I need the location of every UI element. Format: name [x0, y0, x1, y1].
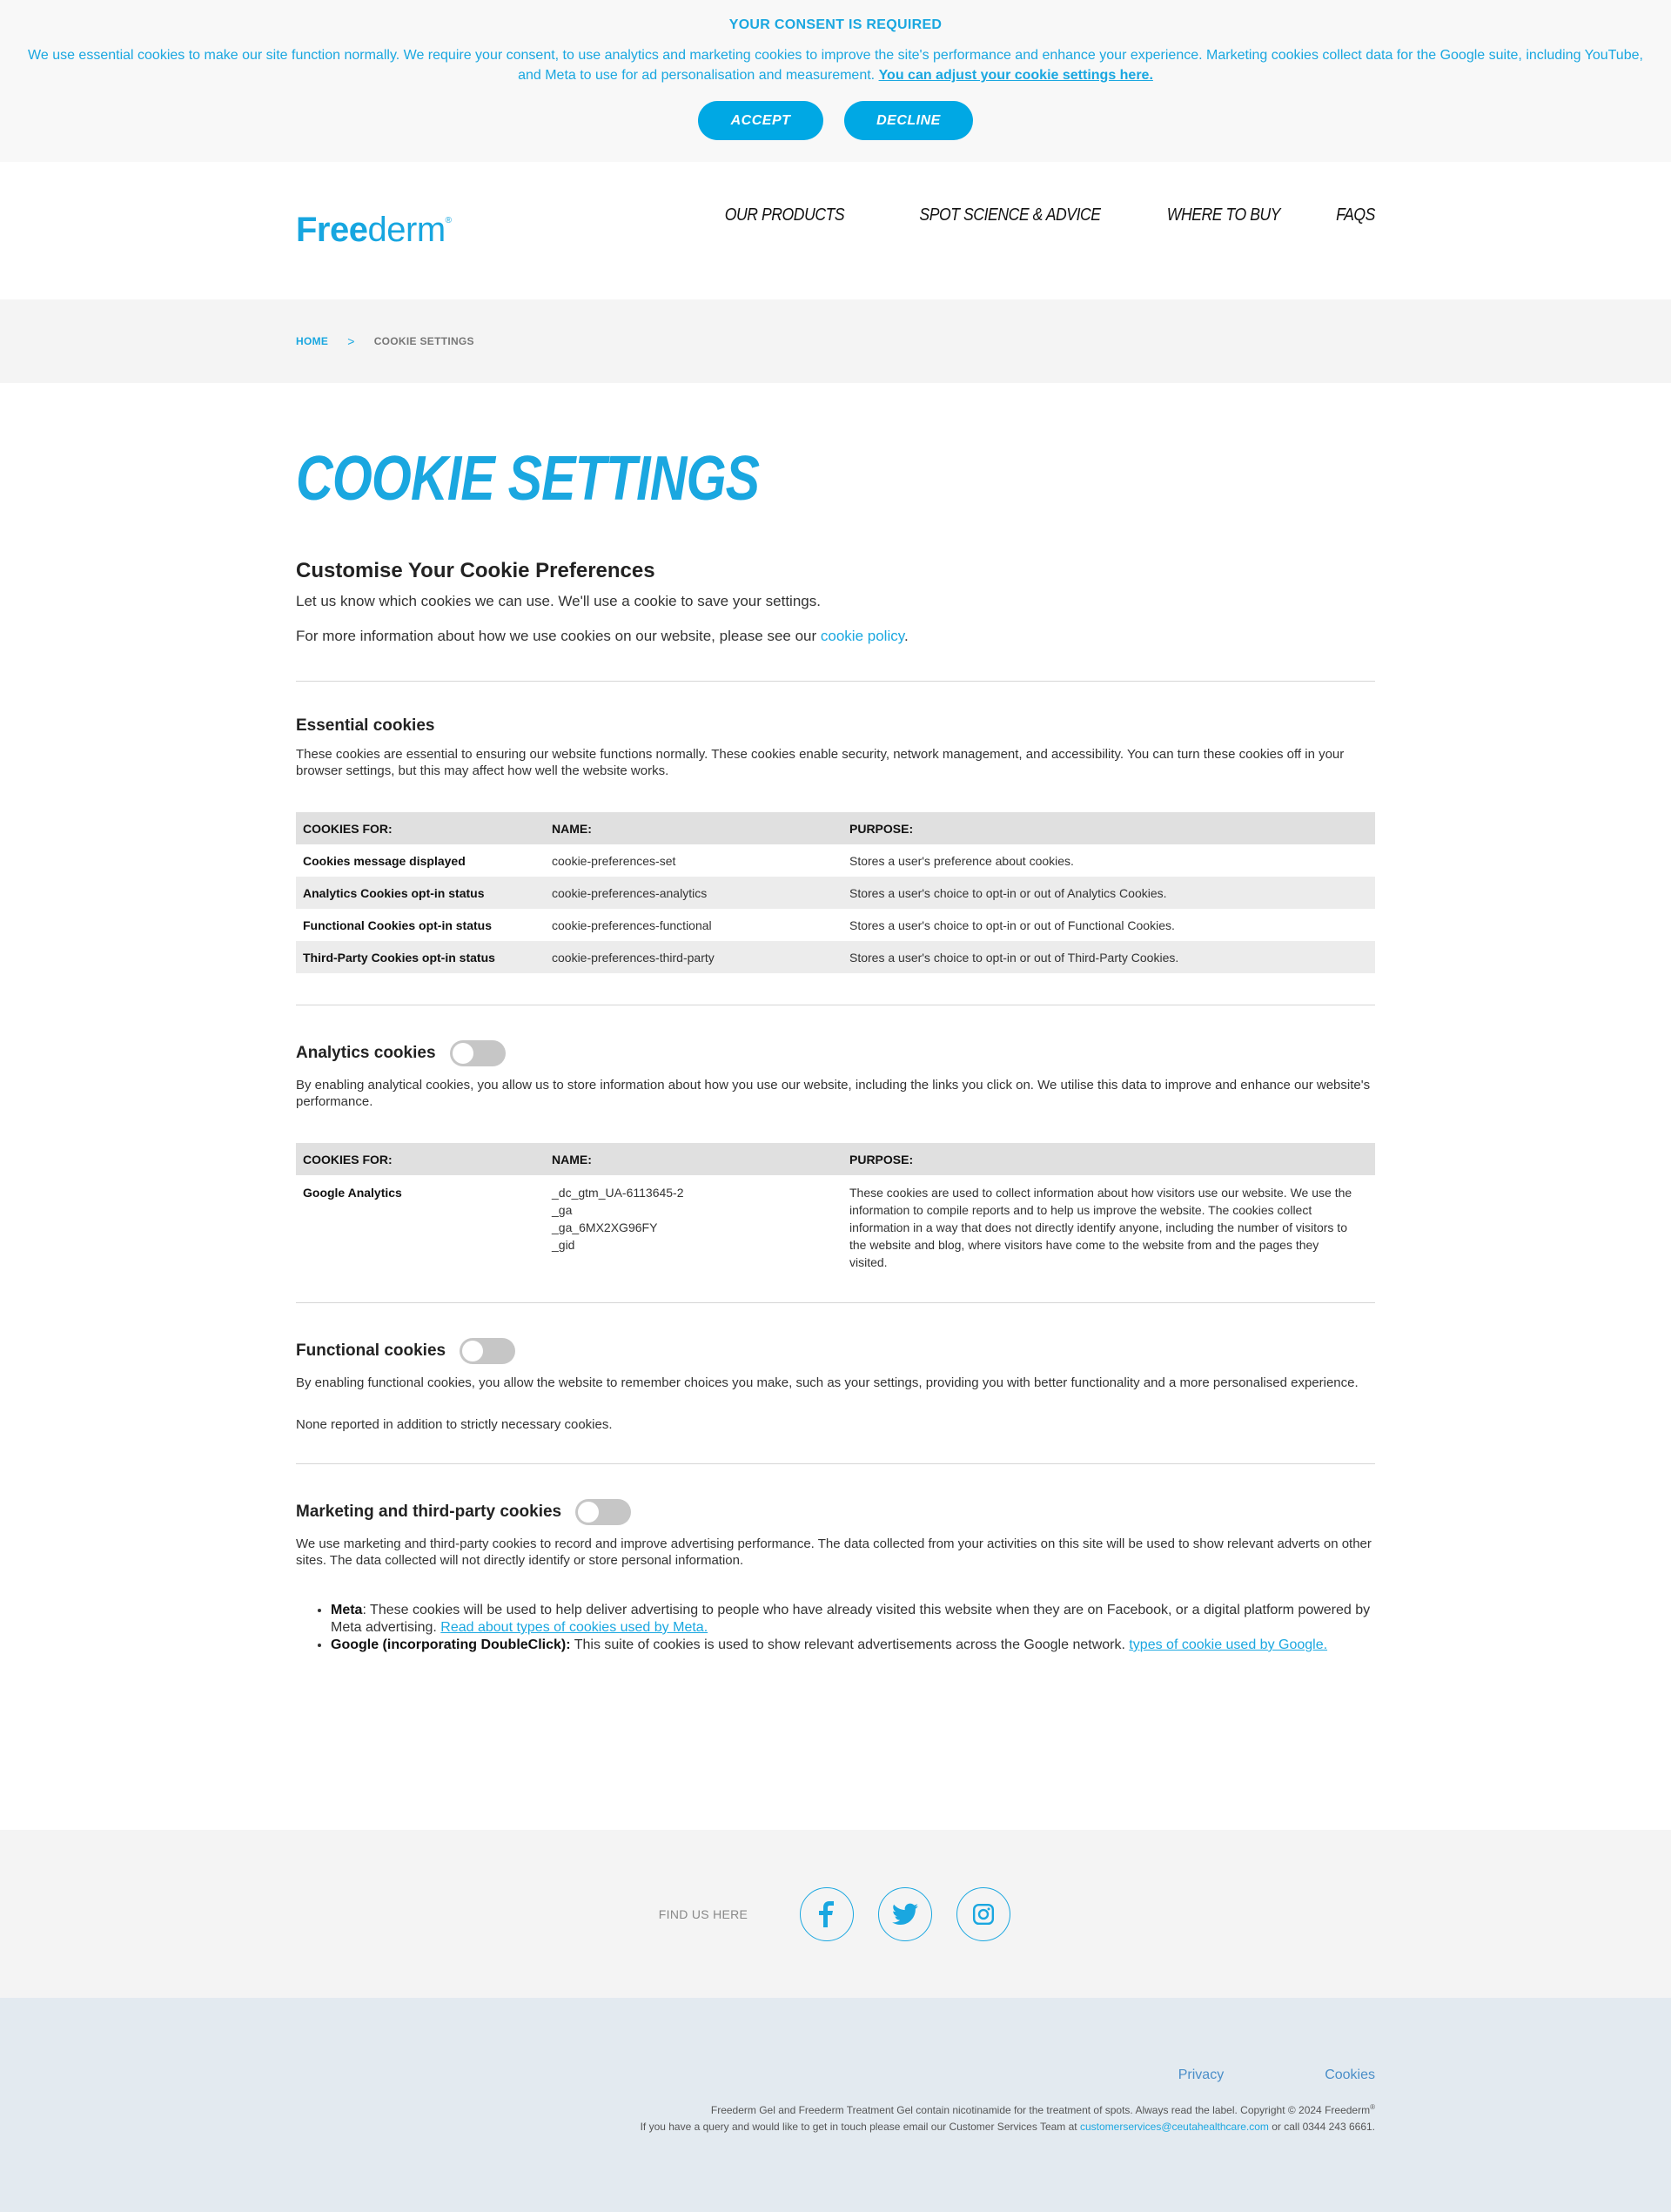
col-header-name: NAME: — [545, 1143, 842, 1175]
table-row — [296, 844, 1375, 877]
essential-section — [296, 682, 1375, 1005]
cookie-name: _ga — [552, 1203, 573, 1217]
cookie-name: _gid — [552, 1238, 575, 1252]
footer-line-1 — [296, 2099, 1375, 2119]
footer-email-link[interactable]: customerservices@ceutahealthcare.com — [1079, 2121, 1269, 2133]
functional-note: None reported in addition to strictly necessary cookies. — [296, 1417, 613, 1432]
col-header-for: COOKIES FOR: — [296, 1143, 545, 1175]
list-item — [331, 1602, 1375, 1637]
more-info-suffix: . — [903, 628, 909, 644]
analytics-heading-text: Analytics cookies — [296, 1044, 436, 1062]
cell-name: cookie-preferences-functional — [552, 918, 712, 932]
cell-name: cookie-preferences-third-party — [545, 941, 842, 973]
footer-contact-suffix: or call 0344 243 6661. — [1268, 2121, 1375, 2133]
col-header-purpose: PURPOSE: — [842, 1143, 1375, 1175]
social-band — [0, 1830, 1671, 1998]
purpose-text: These cookies are used to collect information about how visitors use our website. We use the information to compile reports and to help us improve the website. The cookies collect information in a way that does not directly identify anyone, including the number of visitors to the website and blog, where visitors have come to the website from and the pages they visited. — [849, 1186, 1352, 1269]
analytics-section — [296, 1005, 1375, 1302]
essential-heading — [296, 716, 1375, 736]
cell-names — [545, 1175, 842, 1271]
freederm-logo[interactable] — [296, 211, 452, 250]
functional-section — [296, 1303, 1375, 1463]
cell-for: Cookies message displayed — [303, 853, 466, 868]
footer-link-cookies[interactable]: Cookies — [1325, 2067, 1375, 2082]
cell-purpose: Stores a user's choice to opt-in or out of Third-Party Cookies. — [842, 941, 1375, 973]
functional-toggle[interactable] — [460, 1338, 515, 1364]
nav-our-products[interactable]: OUR PRODUCTS — [724, 205, 845, 225]
list-item — [331, 1637, 1375, 1654]
consent-text — [17, 45, 1654, 85]
cell-purpose: Stores a user's preference about cookies. — [849, 853, 1074, 868]
essential-table — [296, 812, 1375, 973]
marketing-list — [296, 1602, 1375, 1654]
cell-for: Third-Party Cookies opt-in status — [296, 941, 545, 973]
col-header-name: NAME: — [545, 812, 842, 844]
analytics-heading — [296, 1040, 1375, 1066]
table-row — [296, 1175, 1375, 1271]
marketing-description: We use marketing and third-party cookies to record and improve advertising performance. The data collected from your activities on this site will be used to show relevant adverts on other sites. The data collected will not directly identify or store personal information. — [296, 1536, 1372, 1568]
table-row — [296, 941, 1375, 973]
toggle-knob — [453, 1043, 473, 1064]
cell-purpose — [842, 1175, 1375, 1271]
footer-line-2 — [296, 2119, 1375, 2135]
functional-description: By enabling functional cookies, you allow the website to remember choices you make, such as your settings, providing you with better functionality and a more personalised experience. — [296, 1375, 1359, 1390]
logo-light: derm — [367, 211, 446, 249]
analytics-table — [296, 1143, 1375, 1271]
site-footer — [0, 1998, 1671, 2212]
marketing-section — [296, 1464, 1375, 1685]
footer-link-privacy[interactable]: Privacy — [1178, 2067, 1225, 2082]
twitter-button[interactable] — [878, 1887, 932, 1941]
table-header-row — [296, 812, 1375, 844]
cell-name: cookie-preferences-set — [552, 853, 676, 868]
breadcrumb-bar — [0, 299, 1671, 383]
instagram-button[interactable] — [956, 1887, 1010, 1941]
item-label: Google (incorporating DoubleClick): — [331, 1637, 571, 1652]
essential-heading-text: Essential cookies — [296, 716, 435, 735]
breadcrumb-separator-icon: > — [347, 334, 355, 348]
toggle-knob — [578, 1502, 599, 1523]
nav-spot-science[interactable]: SPOT SCIENCE & ADVICE — [919, 205, 1101, 225]
decline-button[interactable]: DECLINE — [844, 101, 973, 140]
cookie-name: _dc_gtm_UA-6113645-2 — [552, 1186, 684, 1200]
nav-where-to-buy[interactable]: WHERE TO BUY — [1166, 205, 1281, 225]
logo-strong: Free — [296, 211, 368, 249]
cookie-settings-link[interactable]: You can adjust your cookie settings here. — [878, 68, 1153, 83]
accept-button[interactable]: ACCEPT — [698, 101, 823, 140]
logo-mark: ® — [445, 216, 452, 225]
item-text: : These cookies will be used to help deliver advertising to people who have already visited this website when they are on Facebook, or a digital platform powered by Meta advertising. — [331, 1603, 1371, 1635]
functional-heading-text: Functional cookies — [296, 1341, 446, 1360]
breadcrumb-home[interactable]: HOME — [296, 335, 329, 347]
intro-text: Let us know which cookies we can use. We'll use a cookie to save your settings. — [296, 593, 821, 609]
intro — [296, 559, 1375, 681]
functional-heading — [296, 1338, 1375, 1364]
cell-name: cookie-preferences-analytics — [545, 877, 842, 909]
footer-contact-prefix: If you have a query and would like to get in touch please email our Customer Services Team at — [640, 2121, 1080, 2133]
instagram-icon — [972, 1903, 995, 1926]
table-row — [296, 909, 1375, 941]
facebook-icon — [818, 1901, 836, 1927]
intro-heading: Customise Your Cookie Preferences — [296, 559, 655, 582]
analytics-toggle[interactable] — [450, 1040, 506, 1066]
footer-inner — [296, 1998, 1375, 2135]
cookie-name: _ga_6MX2XG96FY — [552, 1220, 658, 1234]
col-header-for: COOKIES FOR: — [296, 812, 545, 844]
twitter-icon — [892, 1903, 918, 1926]
footer-trademark: ® — [1370, 2103, 1375, 2111]
toggle-knob — [462, 1341, 483, 1361]
consent-buttons — [0, 101, 1671, 140]
cell-for: Google Analytics — [303, 1186, 402, 1200]
nav-faqs[interactable]: FAQS — [1336, 205, 1375, 225]
consent-banner — [0, 0, 1671, 162]
google-cookies-link[interactable]: types of cookie used by Google. — [1129, 1637, 1328, 1652]
footer-links — [296, 2067, 1375, 2083]
cell-for: Analytics Cookies opt-in status — [296, 877, 545, 909]
main-content — [296, 444, 1375, 1685]
consent-body: We use essential cookies to make our site function normally. We require your consent, to use analytics and marketing cookies to improve the site's performance and enhance your experience. Marketing cookies collect data for the Google suite, including YouTube, and Meta to use for ad personalisation and measurement. — [28, 48, 1643, 83]
page-title: COOKIE SETTINGS — [296, 444, 760, 514]
cookie-policy-link[interactable]: cookie policy — [820, 628, 904, 644]
col-header-purpose: PURPOSE: — [842, 812, 1375, 844]
main-nav — [708, 205, 1375, 225]
meta-cookies-link[interactable]: Read about types of cookies used by Meta. — [440, 1620, 708, 1635]
find-us-label: FIND US HERE — [658, 1906, 748, 1921]
table-row — [296, 877, 1375, 909]
footer-legal — [296, 2099, 1375, 2135]
breadcrumb-current: COOKIE SETTINGS — [373, 335, 474, 347]
cell-for: Functional Cookies opt-in status — [303, 918, 493, 932]
marketing-heading — [296, 1499, 1375, 1525]
cell-purpose: Stores a user's choice to opt-in or out of Functional Cookies. — [849, 918, 1175, 932]
breadcrumb — [296, 299, 1375, 348]
more-info-prefix: For more information about how we use cookies on our website, please see our — [296, 628, 821, 644]
item-label: Meta — [331, 1603, 363, 1617]
marketing-toggle[interactable] — [575, 1499, 631, 1525]
item-text: This suite of cookies is used to show relevant advertisements across the Google network. — [570, 1637, 1130, 1652]
facebook-button[interactable] — [800, 1887, 854, 1941]
footer-disclaimer: Freederm Gel and Freederm Treatment Gel contain nicotinamide for the treatment of spots. Always read the label. Copyright © 2024 Freederm — [710, 2104, 1371, 2116]
essential-description: These cookies are essential to ensuring our website functions normally. These cookies enable security, network management, and accessibility. You can turn these cookies off in your browser settings, but this may affect how well the website works. — [296, 747, 1345, 778]
table-header-row — [296, 1143, 1375, 1175]
cell-purpose: Stores a user's choice to opt-in or out of Analytics Cookies. — [842, 877, 1375, 909]
analytics-description: By enabling analytical cookies, you allow us to store information about how you use our website, including the links you click on. We utilise this data to improve and enhance our website's performance. — [296, 1078, 1371, 1109]
more-info-text — [296, 627, 1375, 646]
consent-title: YOUR CONSENT IS REQUIRED — [728, 17, 943, 32]
site-header — [296, 162, 1375, 299]
marketing-heading-text: Marketing and third-party cookies — [296, 1503, 562, 1521]
